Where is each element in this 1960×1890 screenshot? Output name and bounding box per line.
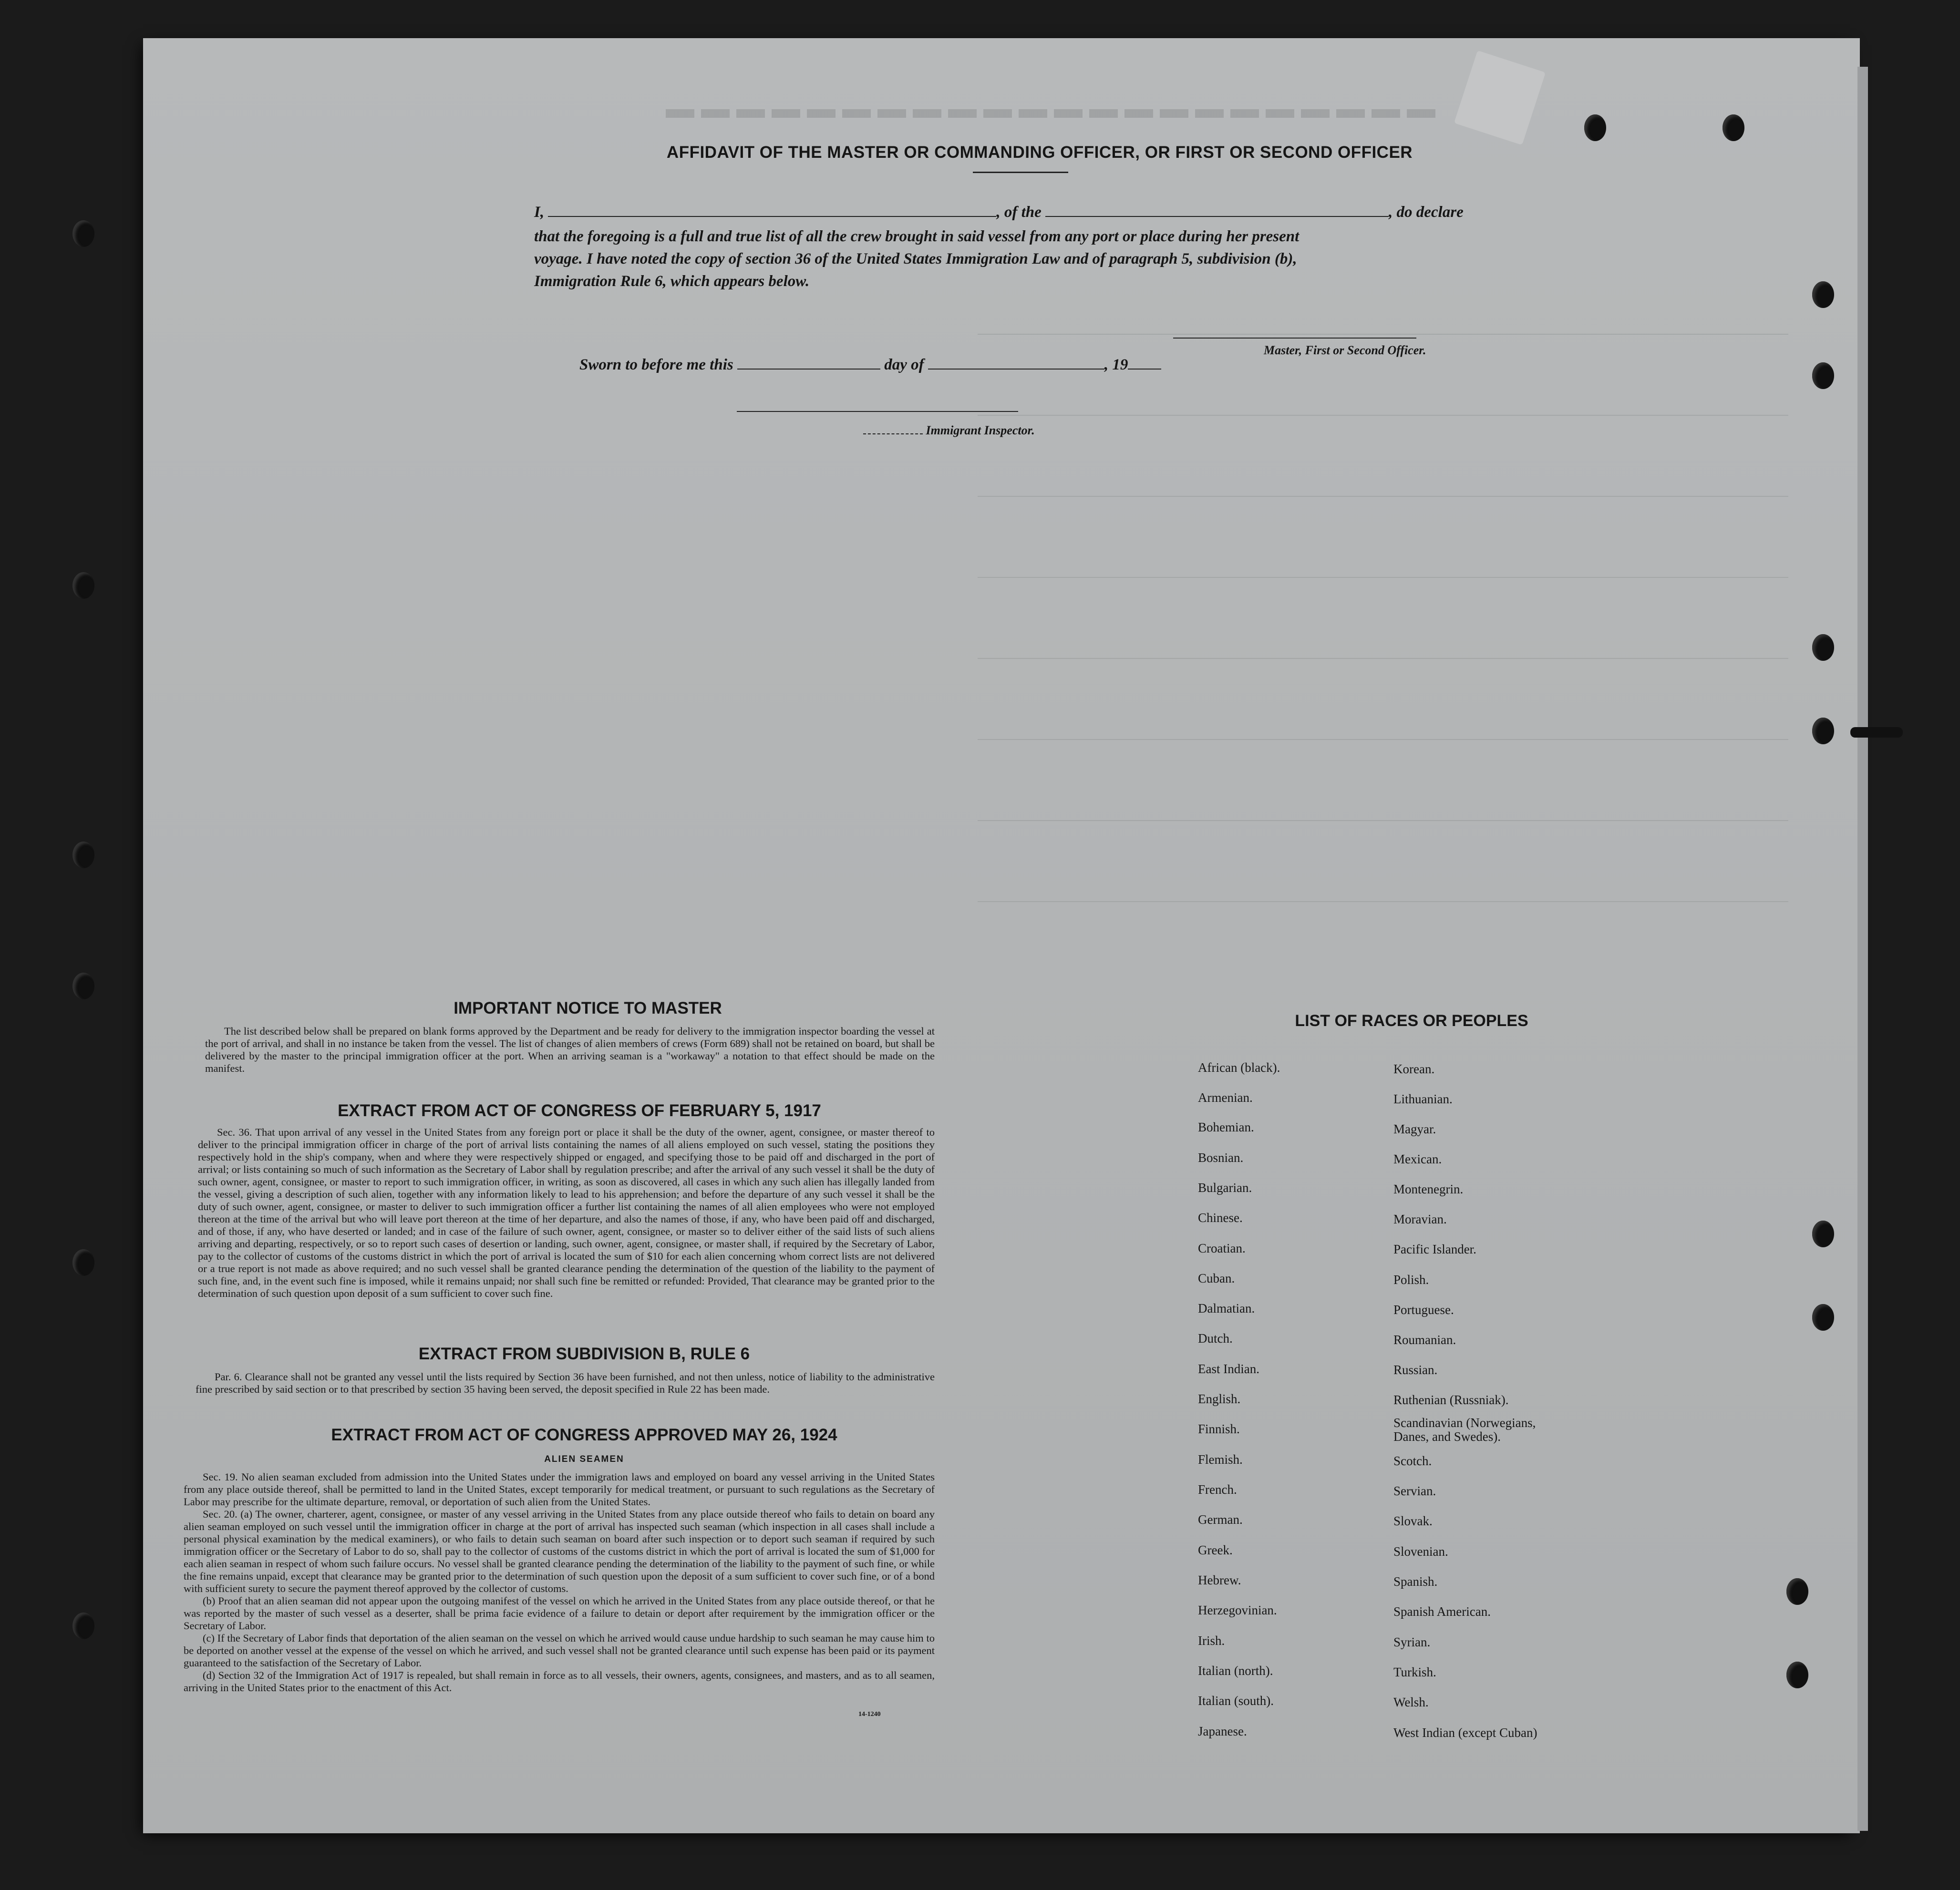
extract-1917-paragraph: Sec. 36. That upon arrival of any vessel in the United States from any foreign port or place it shall be the duty of the owner, agent, consignee, or master thereof to deliver to the principal immigration officer in charge of the port of arrival lists containing the names of all aliens employed on such vessel, stating the positions they respectively hold in the ship's company, when and where they were respectively shipped or engaged, and specifying those to be paid off and discharged in the port of arrival; or lists containing so much of such information as the Secretary of Labor shall by regulation prescribe; and after the arrival of any such vessel it shall be the duty of such owner, agent, consignee, or master to report to such immigration officer, in writing, as soon as discovered, all cases in which any such alien has illegally landed from the vessel, giving a description of such alien, together with any information likely to lead to his apprehension; and before the departure of any such vessel it shall be the duty of such owner, agent, consignee, or master to deliver to such immigration officer a further list containing the names of all alien employees who were not employed thereon at the time of the arrival but who will leave port thereon at the time of her departure, and also the names of those, if any, who have been paid off and discharged, and of those, if any, who have deserted or landed; and in case of the failure of such owner, agent, consignee, or master so to deliver either of the said lists of such aliens arriving and departing, respectively, or so to report such cases of desertion or landing, such owner, agent, consignee, or master shall, if required by the Secretary of Labor, pay to the collector of customs of the customs district in which the port of arrival is located the sum of $10 for each alien concerning whom correct lists are not delivered or a true report is not made as above required; and no such vessel shall be granted clearance pending the determination of the question of the liability to the payment of such fine, and, in the event such fine is imposed, while it remains unpaid; nor shall such fine be remitted or refunded: Provided, That clearance may be granted prior to the determination of such question upon deposit of a sum sufficient to cover such fine. xyxy=(198,1126,935,1299)
bleed-through-rule xyxy=(978,658,1788,659)
race-item: Finnish. xyxy=(1198,1422,1240,1436)
extract-1917-text xyxy=(198,1126,935,1300)
affidavit-body-line-1: that the foregoing is a full and true list of all the crew brought in said vessel from any port or place during her present xyxy=(534,228,1300,245)
race-item: Dalmatian. xyxy=(1198,1301,1255,1315)
sworn-month-blank xyxy=(928,355,1104,370)
race-item: Pacific Islander. xyxy=(1393,1242,1476,1256)
race-item: Spanish. xyxy=(1393,1574,1438,1589)
punch-hole xyxy=(1812,1221,1834,1247)
sworn-prefix: Sworn to before me this xyxy=(579,356,733,373)
sworn-day-of: day of xyxy=(884,356,924,373)
page-edge xyxy=(1857,67,1868,1831)
extract-1924-text xyxy=(184,1471,935,1694)
inspector-dash xyxy=(863,428,923,434)
race-item: Slovak. xyxy=(1393,1514,1433,1528)
affidavit-of-the: , of the xyxy=(996,204,1042,221)
sworn-line xyxy=(579,355,1161,374)
bleed-through-rule xyxy=(978,577,1788,578)
race-item: Russian. xyxy=(1393,1363,1438,1377)
race-item: Turkish. xyxy=(1393,1665,1436,1679)
races-title: LIST OF RACES OR PEOPLES xyxy=(1295,1012,1528,1030)
punch-hole xyxy=(1812,362,1834,389)
punch-hole xyxy=(1786,1578,1808,1605)
race-item: Croatian. xyxy=(1198,1241,1246,1255)
race-item: West Indian (except Cuban) xyxy=(1393,1726,1537,1740)
race-item: German. xyxy=(1198,1512,1243,1527)
race-item: Slovenian. xyxy=(1393,1544,1448,1559)
race-item: East Indian. xyxy=(1198,1362,1259,1376)
punch-hole xyxy=(1786,1662,1808,1688)
race-item: Herzegovinian. xyxy=(1198,1603,1277,1617)
punch-hole xyxy=(72,1613,94,1639)
extract-rule6-title: EXTRACT FROM SUBDIVISION B, RULE 6 xyxy=(418,1345,750,1363)
race-item: Cuban. xyxy=(1198,1271,1235,1285)
binder-tab xyxy=(1850,727,1903,738)
bleed-through-rule xyxy=(978,334,1788,335)
race-item: Ruthenian (Russniak). xyxy=(1393,1393,1509,1407)
punch-hole xyxy=(1812,281,1834,308)
title-underline xyxy=(973,172,1068,173)
race-item: Irish. xyxy=(1198,1633,1225,1648)
inspector-caption-text: Immigrant Inspector. xyxy=(926,423,1035,437)
race-item: Portuguese. xyxy=(1393,1303,1454,1317)
race-item: Korean. xyxy=(1393,1062,1435,1076)
extract-1924-title: EXTRACT FROM ACT OF CONGRESS APPROVED MAY 26, 1924 xyxy=(331,1426,837,1444)
extract-1924-paragraph: (c) If the Secretary of Labor finds that deportation of the alien seaman on the vessel on which he arrived would cause undue hardship to such seaman he may cause him to be deported on another vessel at the expense of the vessel on which he arrived, and such vessel shall not be granted clearance until such expense has been paid or its payment guaranteed to the satisfaction of the Secretary of Labor. xyxy=(184,1632,935,1669)
race-item: Chinese. xyxy=(1198,1211,1243,1225)
inspector-signature-line xyxy=(737,411,1018,412)
extract-1924-paragraph: Sec. 20. (a) The owner, charterer, agent, consignee, or master of any vessel arriving in the United States from any place outside thereof who fails to detain on board any alien seaman employed on such vessel until the immigration officer in charge at the port of arrival has inspected such seaman (which inspection in all cases shall include a personal physical examination by the medical examiners), or who fails to detain such seaman on board after such inspection or to deport such seaman if required by such immigration officer or the Secretary of Labor to do so, shall pay to the collector of customs of the customs district in which the port of arrival is located the sum of $1,000 for each alien seaman in respect of whom such failure occurs. No vessel shall be granted clearance pending the determination of the liability to the payment of such fine, or while the fine remains unpaid, except that clearance may be granted prior to the determination of such question upon the deposit of a sum sufficient to cover such fine, or of a bond with sufficient surety to secure the payment thereof approved by the collector of customs. xyxy=(184,1508,935,1594)
affidavit-title: AFFIDAVIT OF THE MASTER OR COMMANDING OFFICER, OR FIRST OR SECOND OFFICER xyxy=(666,143,1413,162)
punch-hole xyxy=(72,220,94,247)
vessel-blank xyxy=(1045,203,1389,217)
race-item: Japanese. xyxy=(1198,1724,1247,1738)
punch-hole xyxy=(72,973,94,999)
master-caption: Master, First or Second Officer. xyxy=(1264,343,1426,357)
race-item: Scotch. xyxy=(1393,1454,1432,1468)
race-item: Montenegrin. xyxy=(1393,1182,1464,1196)
punch-hole xyxy=(72,1249,94,1276)
race-item: Italian (north). xyxy=(1198,1664,1273,1678)
race-item: African (black). xyxy=(1198,1060,1280,1075)
extract-1924-subtitle: ALIEN SEAMEN xyxy=(544,1454,624,1464)
notice-paragraph: The list described below shall be prepared on blank forms approved by the Department and be ready for delivery to the immigration inspector boarding the vessel at the port of arrival, and shall in no instance be taken from the vessel. The list of changes of alien members of crews (Form 689) shall not be retained on board, but shall be delivered by the master to the principal immigration officer at the port. When an arriving seaman is a "workaway" a notation to that effect should be made on the manifest. xyxy=(205,1025,935,1074)
bleed-through-rule xyxy=(978,496,1788,497)
affidavit-i: I, xyxy=(534,204,545,221)
race-item: Armenian. xyxy=(1198,1090,1253,1105)
bleed-through-header: ▬▬▬▬▬▬▬▬▬▬▬▬▬▬▬▬▬▬▬▬▬▬ xyxy=(666,103,1442,135)
bleed-through-rule xyxy=(978,415,1788,416)
race-item: Lithuanian. xyxy=(1393,1092,1453,1106)
race-item: Scandinavian (Norwegians, Danes, and Swedes). xyxy=(1393,1416,1536,1444)
name-blank xyxy=(548,203,996,217)
race-item: Polish. xyxy=(1393,1273,1429,1287)
punch-hole xyxy=(1812,718,1834,744)
race-item: Moravian. xyxy=(1393,1212,1447,1226)
race-item: English. xyxy=(1198,1392,1241,1406)
affidavit-body-line-2: voyage. I have noted the copy of section 36 of the United States Immigration Law and of paragraph 5, subdivision (b), xyxy=(534,250,1297,267)
race-item: Magyar. xyxy=(1393,1122,1436,1136)
extract-1924-paragraph: (d) Section 32 of the Immigration Act of 1917 is repealed, but shall remain in force as to all vessels, their owners, agents, consignees, and masters, and as to all seamen, arriving in the United States prior to the enactment of this Act. xyxy=(184,1669,935,1694)
extract-rule6-text xyxy=(196,1371,935,1396)
sworn-year: , 19 xyxy=(1104,356,1128,373)
race-item: Roumanian. xyxy=(1393,1333,1456,1347)
inspector-caption xyxy=(863,423,1035,438)
punch-hole xyxy=(72,572,94,599)
form-number: 14-1240 xyxy=(858,1711,881,1718)
extract-1917-title: EXTRACT FROM ACT OF CONGRESS OF FEBRUARY 5, 1917 xyxy=(338,1101,821,1120)
bleed-through-rule xyxy=(978,739,1788,740)
race-item: Mexican. xyxy=(1393,1152,1442,1166)
extract-rule6-paragraph: Par. 6. Clearance shall not be granted any vessel until the lists required by Section 36 have been furnished, and not then unless, notice of liability to the administrative fine prescribed by said section or to that prescribed by section 35 having been served, the deposit specified in Rule 22 has been made. xyxy=(196,1371,935,1395)
race-item: Welsh. xyxy=(1393,1695,1429,1709)
affidavit-declaration-line xyxy=(534,203,1464,221)
race-item: Bosnian. xyxy=(1198,1150,1244,1165)
punch-hole xyxy=(1723,114,1744,141)
race-item: Hebrew. xyxy=(1198,1573,1241,1587)
master-signature-line xyxy=(1173,338,1416,339)
race-item: Spanish American. xyxy=(1393,1604,1491,1619)
race-item: Servian. xyxy=(1393,1484,1436,1498)
extract-1924-paragraph: Sec. 19. No alien seaman excluded from admission into the United States under the immigration laws and employed on board any vessel arriving in the United States from any place outside thereof, shall be permitted to land in the United States, except temporarily for medical treatment, or pursuant to such regulations as the Secretary of Labor may prescribe for the ultimate departure, removal, or deportation of such alien from the United States. xyxy=(184,1471,935,1508)
bleed-through-rule xyxy=(978,820,1788,821)
race-item: Bohemian. xyxy=(1198,1120,1254,1134)
punch-hole xyxy=(1812,634,1834,661)
race-item: Italian (south). xyxy=(1198,1694,1274,1708)
race-item: Dutch. xyxy=(1198,1331,1233,1346)
sworn-day-blank xyxy=(737,355,880,370)
race-item: Flemish. xyxy=(1198,1452,1243,1467)
notice-text xyxy=(205,1025,935,1075)
bleed-through-rule xyxy=(978,901,1788,902)
race-item: Syrian. xyxy=(1393,1635,1431,1649)
extract-1924-paragraph: (b) Proof that an alien seaman did not appear upon the outgoing manifest of the vessel on which he arrived in the United States from any place outside thereof, or that he was reported by the master of such vessel as a deserter, shall be prima facie evidence of a failure to detain or deport after requirement by the immigration officer or the Secretary of Labor. xyxy=(184,1595,935,1632)
affidavit-body-line-3: Immigration Rule 6, which appears below. xyxy=(534,273,810,290)
sworn-year-blank xyxy=(1128,355,1161,370)
race-item: French. xyxy=(1198,1482,1237,1497)
race-item: Greek. xyxy=(1198,1543,1233,1557)
race-item: Bulgarian. xyxy=(1198,1181,1252,1195)
punch-hole xyxy=(1812,1304,1834,1331)
punch-hole xyxy=(72,842,94,868)
affidavit-do-declare: , do declare xyxy=(1389,204,1464,221)
notice-title: IMPORTANT NOTICE TO MASTER xyxy=(454,999,722,1017)
